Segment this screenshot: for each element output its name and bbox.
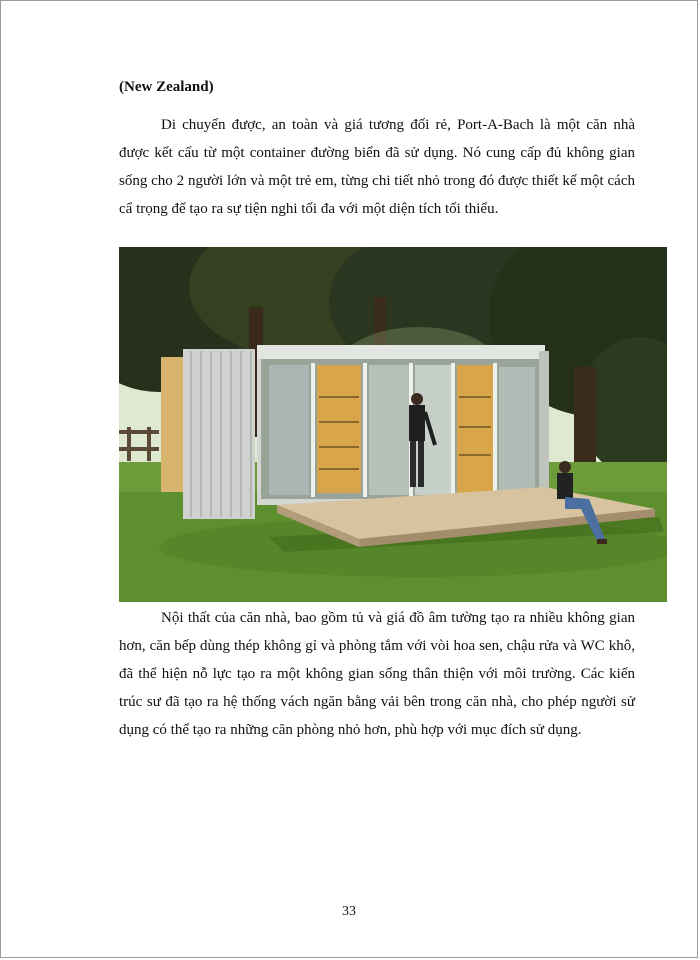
paragraph-interior: Nội thất của căn nhà, bao gồm tủ và giá đồ âm tường tạo ra nhiều không gian hơn, căn bếp dùng thép không gỉ và phòng tắm với vòi hoa sen, chậu rửa và WC khô, đã thể hiện nỗ lực tạo ra một không gian sống thân thiện với môi trường. Các kiến trúc sư đã tạo ra hệ thống vách ngăn bằng vải bên trong căn nhà, cho phép người sử dụng có thể tạo ra những căn phòng nhỏ hơn, phù hợp với mục đích sử dụng.: [119, 610, 635, 738]
photo-glass-panels: [269, 363, 535, 497]
photo-door-wood: [161, 357, 185, 492]
section-heading: (New Zealand): [119, 79, 214, 95]
photo-container-door: [183, 349, 255, 519]
container-house-photo: [119, 247, 667, 602]
page-number: 33: [342, 904, 356, 919]
paragraph-intro: Di chuyển được, an toàn và giá tương đối rẻ, Port-A-Bach là một căn nhà được kết cấu từ một container đường biển đã sử dụng. Nó cung cấp đủ không gian sống cho 2 người lớn và một trẻ em, từng chi tiết nhỏ trong đó được thiết kế một cách cẩ trọng để tạo ra sự tiện nghi tối đa với một diện tích tối thiểu.: [119, 117, 635, 217]
